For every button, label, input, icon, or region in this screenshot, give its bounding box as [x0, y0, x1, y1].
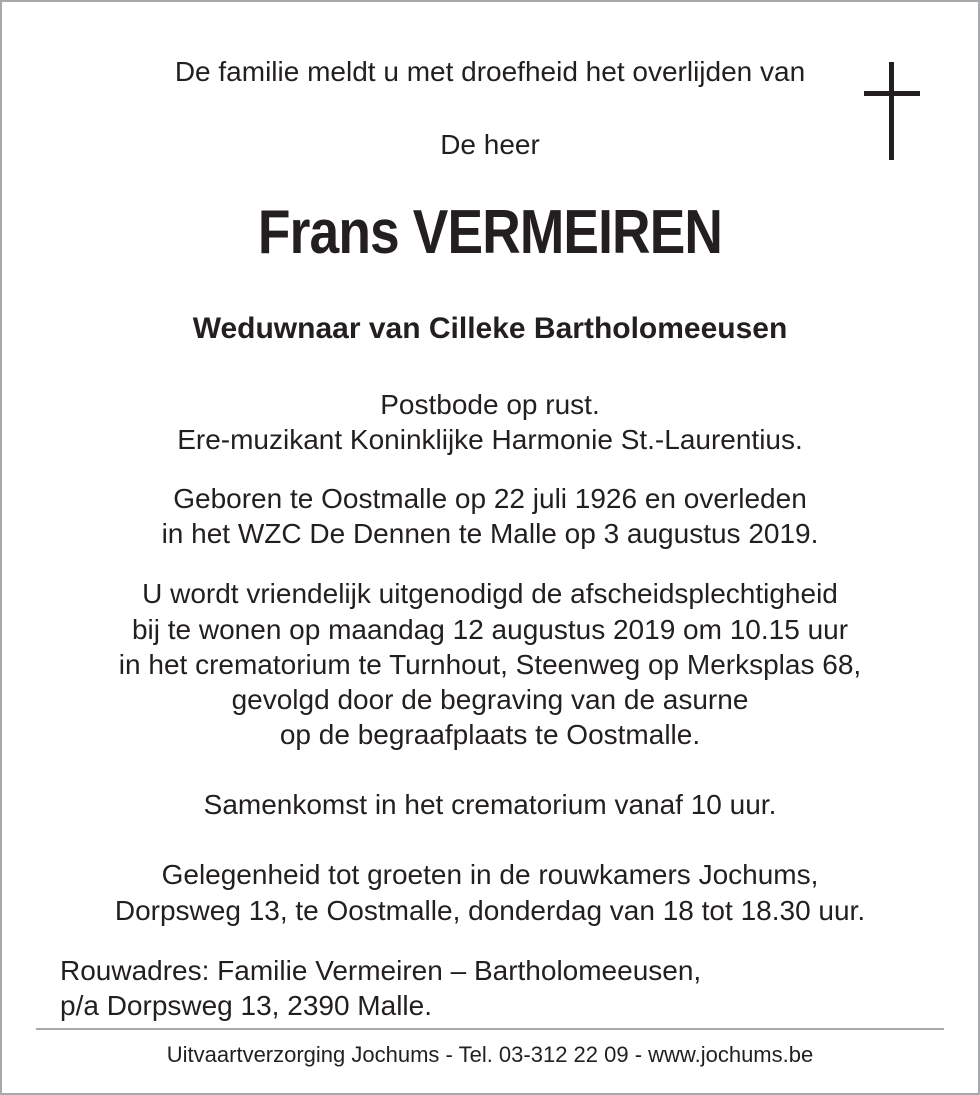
birth-death-line: Geboren te Oostmalle op 22 juli 1926 en overleden — [173, 483, 807, 514]
address-line: p/a Dorpsweg 13, 2390 Malle. — [60, 990, 432, 1021]
visitation-line: Gelegenheid tot groeten in de rouwkamers Jochums, — [161, 859, 819, 890]
relation-text: Weduwnaar van Cilleke Bartholomeeusen — [192, 312, 788, 345]
birth-death-line: in het WZC De Dennen te Malle op 3 augustus 2019. — [161, 518, 819, 549]
footer-text: Uitvaartverzorging Jochums - Tel. 03-312 22 09 - www.jochums.be — [166, 1042, 814, 1067]
ceremony-line: gevolgd door de begraving van de asurne — [231, 684, 749, 715]
occupation-line: Ere-muzikant Koninklijke Harmonie St.-Laurentius. — [177, 424, 803, 455]
deceased-name: Frans VERMEIREN — [257, 198, 723, 267]
ceremony-line: U wordt vriendelijk uitgenodigd de afscheidsplechtigheid — [142, 578, 838, 609]
gathering-text: Samenkomst in het crematorium vanaf 10 uur. — [203, 789, 777, 820]
intro-text: De familie meldt u met droefheid het overlijden van — [174, 56, 806, 87]
ceremony-line: bij te wonen op maandag 12 augustus 2019 om 10.15 uur — [131, 614, 849, 645]
footer-divider — [36, 1028, 944, 1030]
address-line: Rouwadres: Familie Vermeiren – Bartholomeeusen, — [60, 955, 702, 986]
honorific: De heer — [440, 129, 540, 160]
ceremony-line: in het crematorium te Turnhout, Steenweg op Merksplas 68, — [118, 649, 862, 680]
visitation-line: Dorpsweg 13, te Oostmalle, donderdag van 18 tot 18.30 uur. — [114, 895, 866, 926]
ceremony-line: op de begraafplaats te Oostmalle. — [279, 719, 701, 750]
occupation-line: Postbode op rust. — [380, 389, 600, 420]
